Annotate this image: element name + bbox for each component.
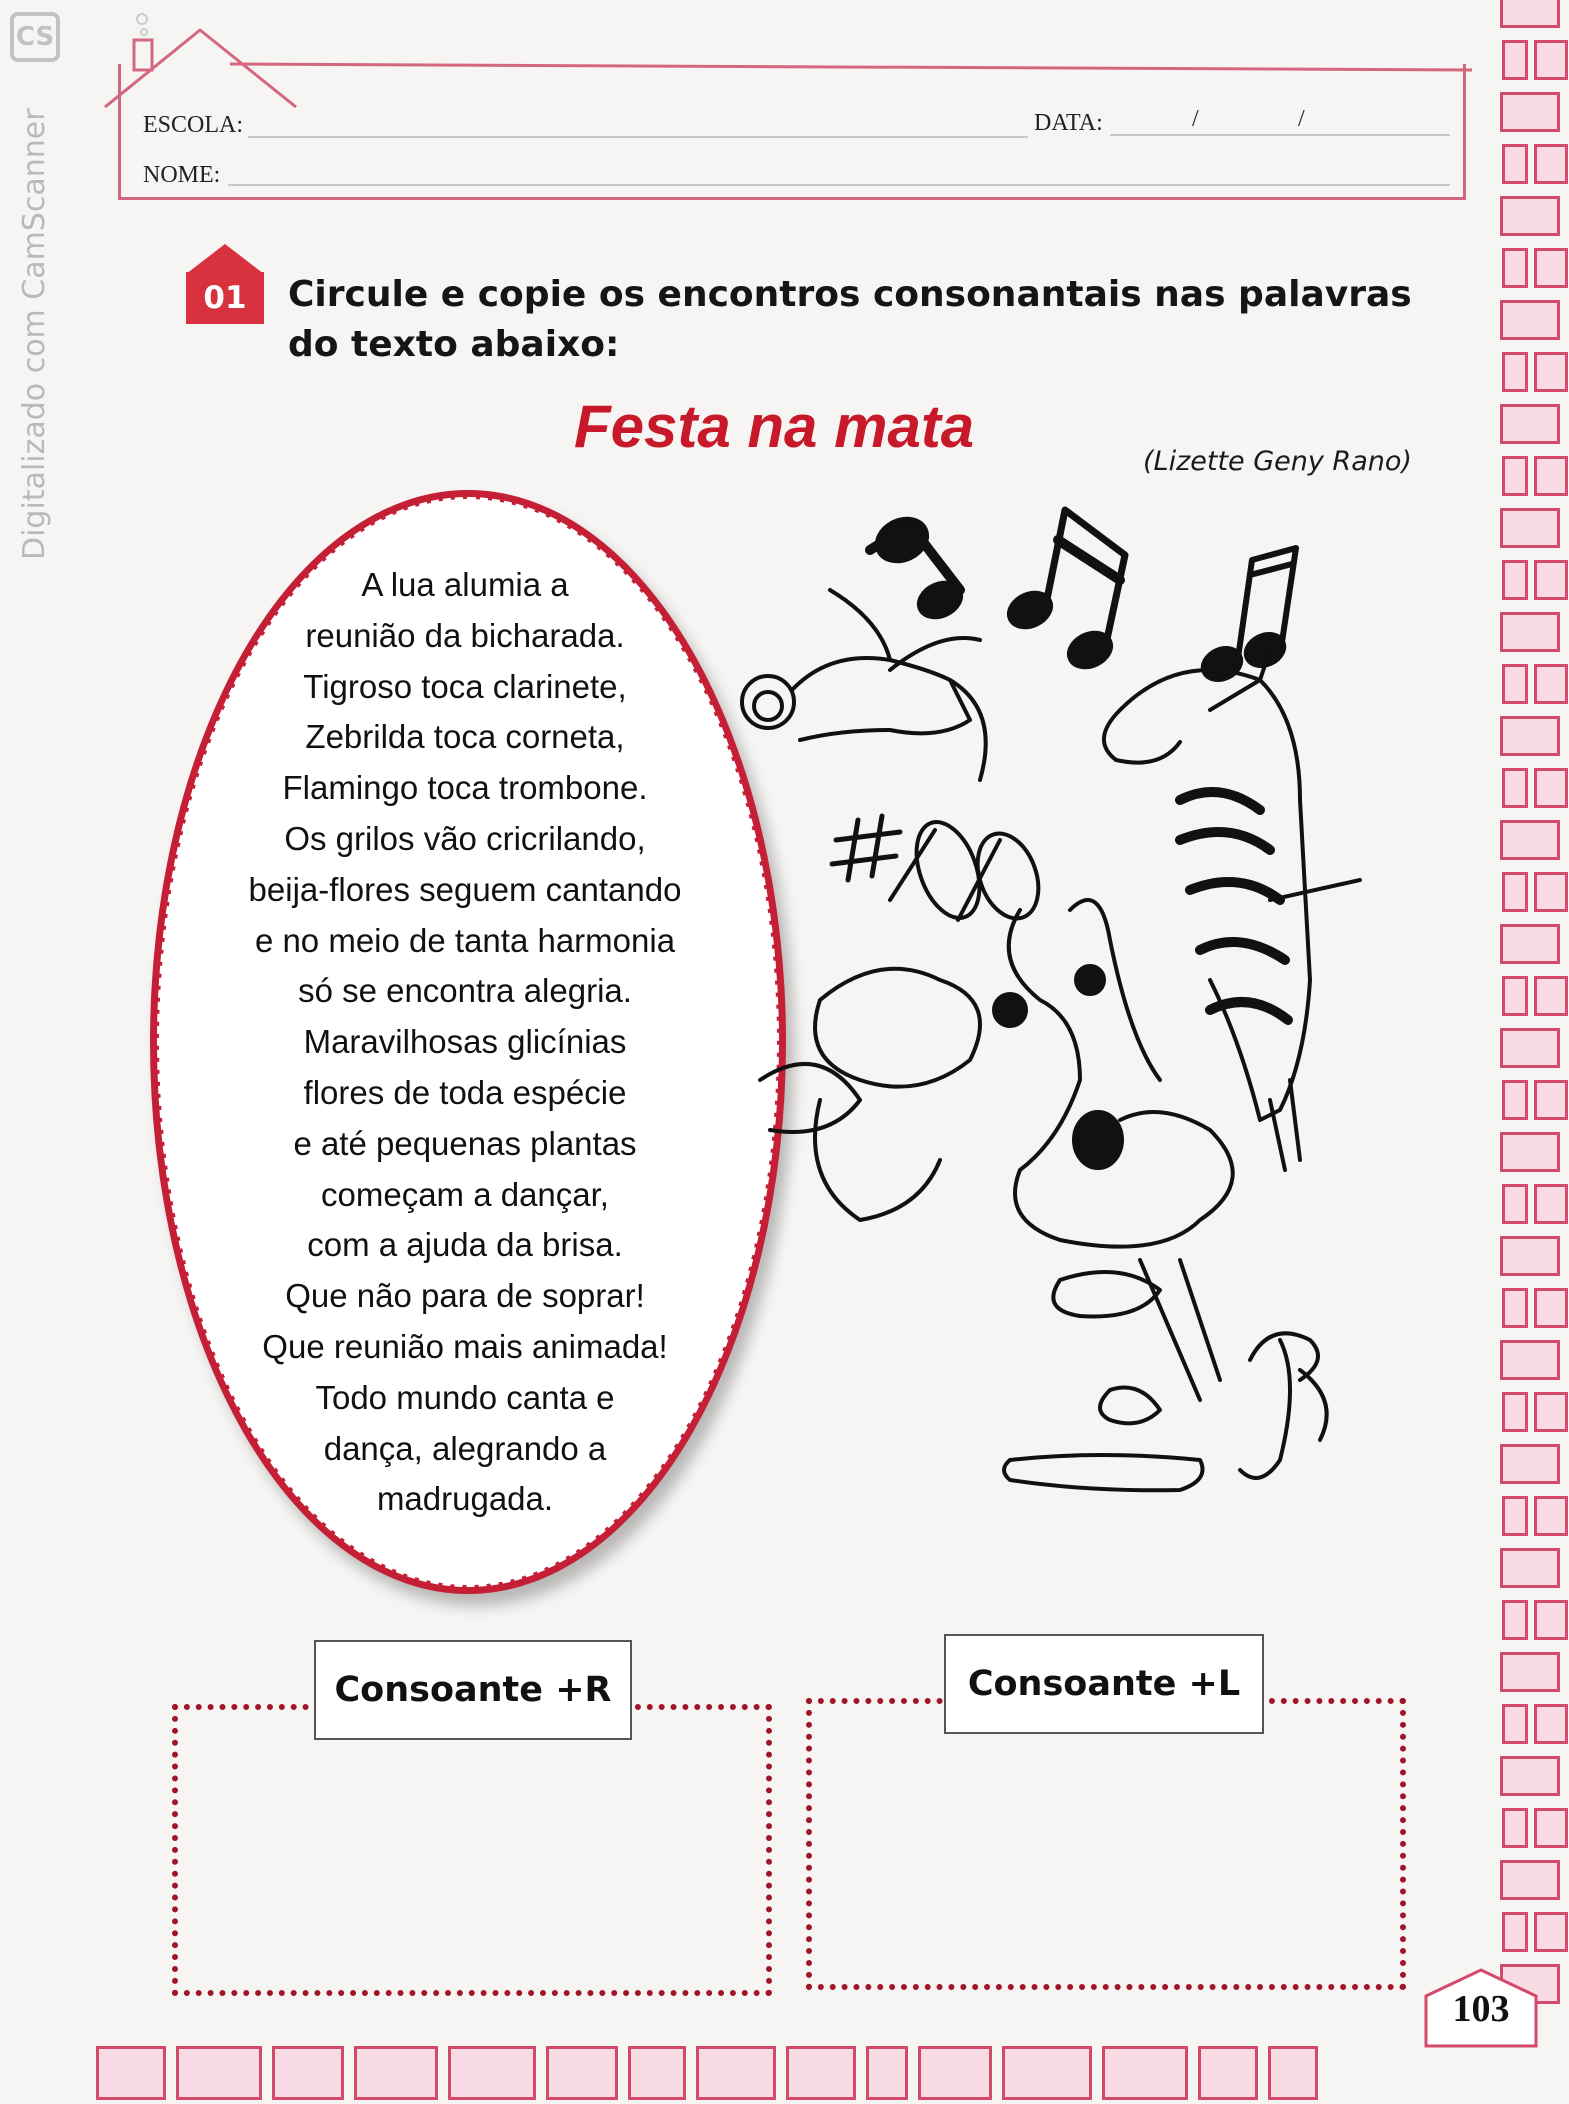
brick bbox=[448, 2046, 536, 2100]
brick bbox=[1502, 976, 1528, 1016]
brick bbox=[1002, 2046, 1092, 2100]
brick bbox=[1534, 1184, 1568, 1224]
answer-label-r: Consoante +R bbox=[314, 1640, 632, 1740]
poem-line: Todo mundo canta e bbox=[315, 1378, 615, 1416]
brick bbox=[1502, 1808, 1528, 1848]
brick bbox=[1534, 1080, 1568, 1120]
brick bbox=[1534, 40, 1568, 80]
poem-title: Festa na mata bbox=[574, 393, 975, 460]
brick bbox=[628, 2046, 686, 2100]
brick bbox=[1534, 768, 1568, 808]
nome-field[interactable] bbox=[228, 184, 1450, 186]
poem-line: beija-flores seguem cantando bbox=[248, 870, 682, 908]
brick bbox=[1500, 1444, 1560, 1484]
brick bbox=[1534, 1912, 1568, 1952]
brick bbox=[272, 2046, 344, 2100]
brick bbox=[176, 2046, 262, 2100]
brick bbox=[546, 2046, 618, 2100]
badge-roof-icon bbox=[186, 244, 264, 274]
brick bbox=[1502, 1392, 1528, 1432]
poem-line: Zebrilda toca corneta, bbox=[305, 718, 625, 756]
brick bbox=[1502, 664, 1528, 704]
animals-illustration bbox=[740, 480, 1420, 1540]
brick bbox=[696, 2046, 776, 2100]
brick bbox=[1502, 40, 1528, 80]
camscanner-logo: CS bbox=[10, 12, 60, 62]
nome-label: NOME: bbox=[143, 162, 221, 188]
brick bbox=[1502, 248, 1528, 288]
poem-line: começam a dançar, bbox=[321, 1175, 609, 1213]
brick bbox=[1534, 1808, 1568, 1848]
brick bbox=[354, 2046, 438, 2100]
brick bbox=[1502, 1184, 1528, 1224]
brick bbox=[1500, 196, 1560, 236]
brick bbox=[1502, 1704, 1528, 1744]
exercise-number: 01 bbox=[186, 272, 264, 324]
brick bbox=[1500, 300, 1560, 340]
brick bbox=[1534, 456, 1568, 496]
poem-line: Que reunião mais animada! bbox=[262, 1327, 668, 1365]
answer-label-l: Consoante +L bbox=[944, 1634, 1264, 1734]
brick bbox=[1502, 1496, 1528, 1536]
brick bbox=[1534, 1600, 1568, 1640]
brick bbox=[1534, 1392, 1568, 1432]
sharp-icon bbox=[832, 816, 900, 880]
escola-label: ESCOLA: bbox=[143, 112, 244, 138]
brick bbox=[1502, 1080, 1528, 1120]
brick bbox=[1534, 664, 1568, 704]
brick bbox=[1500, 1236, 1560, 1276]
brick bbox=[1534, 352, 1568, 392]
brick bbox=[1534, 872, 1568, 912]
date-separator: / bbox=[1298, 106, 1305, 132]
brick bbox=[1534, 1496, 1568, 1536]
poem-line: flores de toda espécie bbox=[303, 1073, 627, 1111]
brick bbox=[1500, 508, 1560, 548]
brick bbox=[1500, 1652, 1560, 1692]
brick bbox=[1502, 872, 1528, 912]
brick bbox=[1534, 1704, 1568, 1744]
data-label: DATA: bbox=[1034, 110, 1103, 136]
page-number: 103 bbox=[1452, 1988, 1510, 2030]
brick bbox=[1500, 1548, 1560, 1588]
camscanner-watermark: Digitalizado com CamScanner bbox=[17, 108, 52, 560]
brick bbox=[1534, 144, 1568, 184]
brick bbox=[1500, 0, 1560, 28]
poem-line: Flamingo toca trombone. bbox=[282, 769, 648, 807]
poem-line: Os grilos vão cricrilando, bbox=[284, 819, 646, 857]
brick bbox=[1502, 144, 1528, 184]
brick bbox=[1500, 1132, 1560, 1172]
brick bbox=[1500, 924, 1560, 964]
exercise-instruction: Circule e copie os encontros consonantais nas palavras do texto abaixo: bbox=[288, 274, 1412, 365]
poem-line: madrugada. bbox=[376, 1480, 554, 1518]
poem-line: Que não para de soprar! bbox=[285, 1277, 645, 1315]
brick bbox=[1500, 404, 1560, 444]
brick bbox=[1268, 2046, 1318, 2100]
music-notes-icon bbox=[870, 510, 1296, 686]
brick bbox=[1500, 1756, 1560, 1796]
poem-text bbox=[180, 560, 750, 1525]
brick bbox=[866, 2046, 908, 2100]
answer-box-l[interactable] bbox=[806, 1698, 1406, 1990]
poem-line: e no meio de tanta harmonia bbox=[254, 921, 676, 959]
brick bbox=[1102, 2046, 1188, 2100]
poem-line: Tigroso toca clarinete, bbox=[303, 667, 627, 705]
brick bbox=[1502, 1288, 1528, 1328]
poem-line: com a ajuda da brisa. bbox=[307, 1226, 623, 1264]
brick bbox=[1502, 768, 1528, 808]
brick bbox=[1534, 976, 1568, 1016]
brick bbox=[1500, 612, 1560, 652]
escola-field[interactable] bbox=[248, 136, 1028, 138]
date-separator: / bbox=[1192, 106, 1199, 132]
brick bbox=[1198, 2046, 1258, 2100]
poem-line: Maravilhosas glicínias bbox=[303, 1023, 627, 1061]
answer-box-r[interactable] bbox=[172, 1704, 772, 1996]
brick bbox=[1502, 1600, 1528, 1640]
poem-line: só se encontra alegria. bbox=[298, 972, 632, 1010]
brick bbox=[1500, 1860, 1560, 1900]
brick bbox=[1534, 248, 1568, 288]
brick bbox=[1500, 1340, 1560, 1380]
poem-line: dança, alegrando a bbox=[323, 1429, 607, 1467]
brick bbox=[1502, 1912, 1528, 1952]
brick bbox=[1500, 716, 1560, 756]
brick bbox=[96, 2046, 166, 2100]
brick bbox=[1534, 560, 1568, 600]
brick bbox=[918, 2046, 992, 2100]
brick bbox=[1534, 1288, 1568, 1328]
brick bbox=[1502, 456, 1528, 496]
brick bbox=[1502, 560, 1528, 600]
poem-line: e até pequenas plantas bbox=[293, 1124, 637, 1162]
header-box bbox=[118, 64, 1466, 200]
brick bbox=[1500, 820, 1560, 860]
brick bbox=[1502, 352, 1528, 392]
poem-author: (Lizette Geny Rano) bbox=[1143, 446, 1412, 477]
data-field[interactable] bbox=[1110, 134, 1450, 136]
poem-line: reunião da bicharada. bbox=[305, 616, 625, 654]
brick bbox=[1500, 1028, 1560, 1068]
brick bbox=[1500, 92, 1560, 132]
poem-line: A lua alumia a bbox=[361, 566, 569, 603]
brick bbox=[786, 2046, 856, 2100]
